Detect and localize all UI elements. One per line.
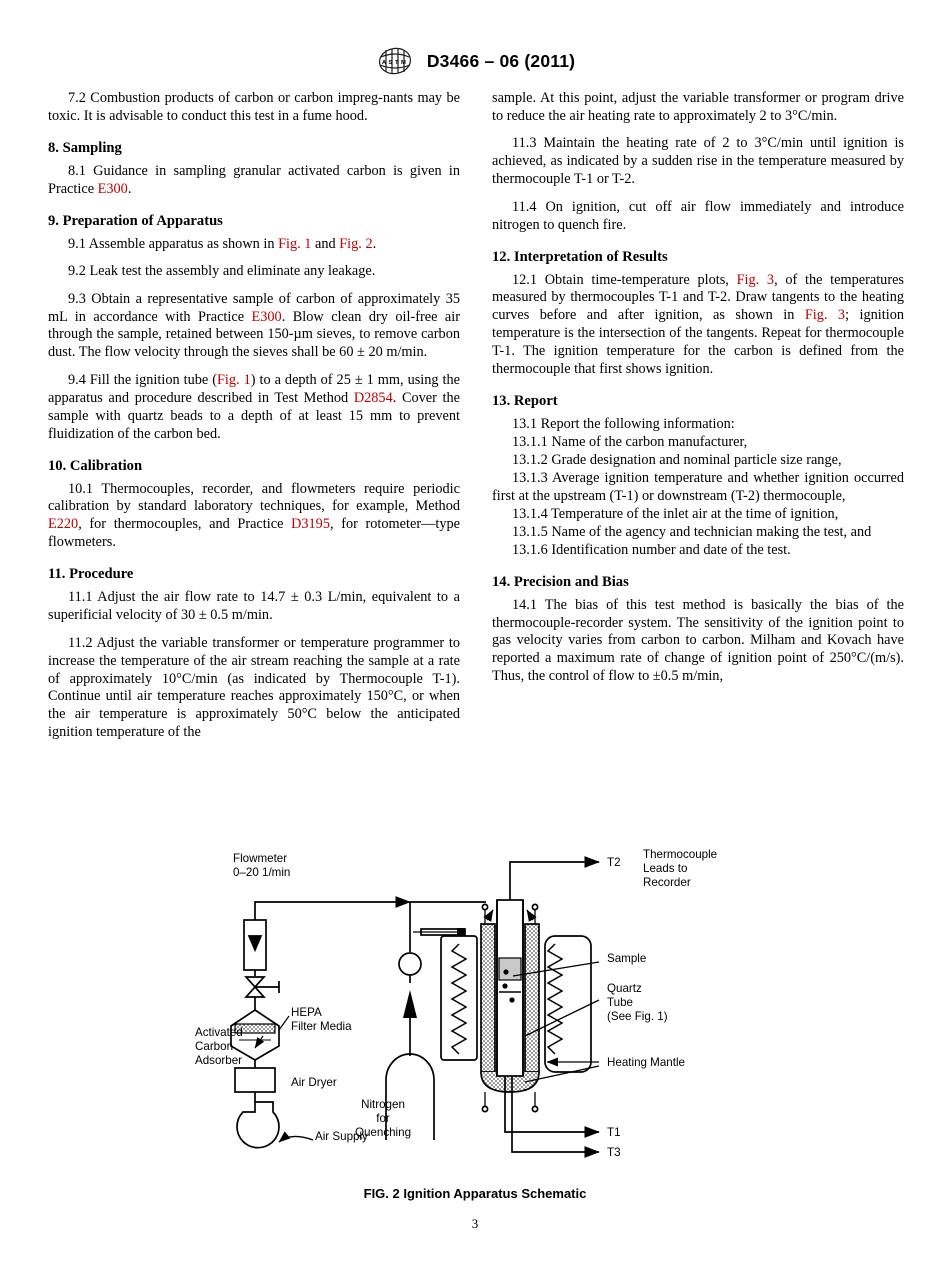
para-9-4-text: 9.4 Fill the ignition tube (	[68, 371, 217, 388]
link-d3195[interactable]: D3195	[291, 516, 330, 533]
para-13-1: 13.1 Report the following information:	[512, 416, 735, 433]
heading-11-procedure: 11. Procedure	[48, 566, 134, 583]
air-supply-leader	[279, 1136, 313, 1142]
hepa-label-line1: HEPA	[291, 1006, 322, 1019]
para-11-3: 11.3 Maintain the heating rate of 2 to 3°C/min until ignition is achieved, as indicated by a sudden rise in the temperature measured by thermocouple T-1 or T-2.	[492, 135, 904, 188]
annulus-inflow-arrow-right	[527, 910, 533, 920]
post-left-lower-knob	[482, 1106, 487, 1111]
link-d2854[interactable]: D2854	[353, 389, 393, 406]
para-10-1-mid: , for thermocouples, and Practice	[78, 516, 292, 533]
adsorber-flow-arrow	[255, 1036, 263, 1048]
recorder-label-line2: Leads to	[643, 862, 688, 875]
figure-caption: FIG. 2 Ignition Apparatus Schematic	[363, 1186, 587, 1201]
valve-top-triangle	[246, 977, 264, 987]
adsorber-label-line2: Carbon	[195, 1040, 234, 1053]
para-9-3-tail: . Blow clean dry oil-free air through the sample, retained between 150-µm sieves, to remove carbon dust. The flow velocity through the sieves shall be 60 ± 20 m/min.	[48, 308, 460, 361]
para-9-4	[48, 372, 460, 444]
page-header	[0, 46, 950, 76]
para-9-4-mid: ) to a depth of 25 ± 1 mm, using the apparatus and procedure described in Test Method	[48, 371, 460, 406]
valve-bottom-triangle	[246, 987, 264, 997]
heading-10-calibration: 10. Calibration	[48, 457, 143, 474]
para-14-1: 14.1 The bias of this test method is basically the bias of the thermocouple-recorder system. The sensitivity of the ignition point to gas velocity varies from carbon to carbon. Milham and Kovach have reported a maximum rate of change of ignition point of 250°C/(m/s). Thus, the control of flow to ±0.5 m/min,	[492, 596, 904, 685]
flowmeter-label-line1: Flowmeter	[233, 852, 288, 865]
para-9-1	[48, 236, 460, 254]
annulus-inflow-arrow-left	[487, 910, 493, 920]
preheater-coil	[452, 944, 466, 1054]
para-11-1: 11.1 Adjust the air flow rate to 14.7 ± 0.3 L/min, equivalent to a superificial velocity of 30 ± 0.5 m/min.	[48, 589, 460, 624]
heading-13-report: 13. Report	[492, 393, 558, 410]
para-7-2: 7.2 Combustion products of carbon or carbon impreg-nants may be toxic. It is advisable to conduct this test in a fume hood.	[48, 90, 460, 124]
para-13-1-5: 13.1.5 Name of the agency and technician making the test, and	[512, 523, 872, 540]
sample-bed	[499, 958, 521, 980]
flowmeter-to-header-line	[255, 902, 350, 920]
figure-2	[0, 840, 950, 1201]
para-9-4-tail: . Cover the sample with quartz beads to a depth of at least 15 mm to prevent fluidization of the carbon bed.	[48, 389, 460, 442]
heading-9-preparation: 9. Preparation of Apparatus	[48, 212, 223, 229]
thermocouple-junction-t1	[502, 983, 507, 988]
link-e300[interactable]: E300	[97, 180, 128, 197]
t3-label: T3	[607, 1146, 621, 1159]
para-12-1	[492, 272, 904, 380]
t2-lead-line	[510, 862, 599, 900]
hepa-label-line2: Filter Media	[291, 1020, 352, 1033]
mantle-wall-right	[525, 924, 539, 1072]
para-9-3	[48, 291, 460, 363]
para-13-1-6: 13.1.6 Identification number and date of the test.	[512, 541, 791, 558]
body-columns	[48, 90, 904, 742]
para-11-2: 11.2 Adjust the variable transformer or temperature programmer to increase the temperature of the air stream reaching the sample at a rate of approximately 10°C/min (as indicated by Thermocouple T-1). Continue until air temperature reaches approximately 150°C, or when the air temperature is approximately 50°C below the anticipated ignition temperature of the	[48, 634, 460, 741]
para-9-2: 9.2 Leak test the assembly and eliminate any leakage.	[68, 263, 376, 280]
air-supply-pump	[237, 1102, 279, 1148]
rotameter-float	[249, 936, 261, 950]
para-8-1	[48, 163, 460, 199]
t2-label: T2	[607, 856, 621, 869]
svg-text:A: A	[381, 60, 386, 66]
post-right-knob	[532, 904, 537, 909]
svg-text:T: T	[394, 60, 399, 66]
recorder-label-line3: Recorder	[643, 876, 691, 889]
right-column	[492, 90, 904, 742]
para-9-1-mid: and	[311, 235, 340, 252]
page-number: 3	[471, 1216, 479, 1231]
quartz-label-line2: Tube	[607, 996, 633, 1009]
mantle-wall-left	[481, 924, 495, 1072]
para-13-1-4: 13.1.4 Temperature of the inlet air at the time of ignition,	[512, 505, 839, 522]
link-fig-1[interactable]: Fig. 1	[278, 235, 312, 252]
link-fig-3[interactable]: Fig. 3	[736, 271, 775, 288]
recorder-label-line1: Thermocouple	[643, 848, 718, 861]
air-dryer-body	[235, 1068, 275, 1092]
link-e300-2[interactable]: E300	[251, 308, 282, 325]
para-8-1-tail: .	[127, 180, 132, 197]
t1-label: T1	[607, 1126, 621, 1139]
para-10-1-text: 10.1 Thermocouples, recorder, and flowmeters require periodic calibration by standard laboratory techniques, for example, Method	[48, 480, 460, 515]
para-12-1-text: 12.1 Obtain time-temperature plots,	[512, 271, 737, 288]
nitrogen-label-line3: Quenching	[354, 1126, 412, 1139]
para-13-1-3: 13.1.3 Average ignition temperature and whether ignition occurred first at the upstream (T-1) or downstream (T-2) thermocouple,	[492, 469, 904, 504]
adsorber-label-line3: Adsorber	[195, 1054, 243, 1067]
post-right-lower-knob	[532, 1106, 537, 1111]
para-10-1	[48, 481, 460, 553]
quartz-label-line1: Quartz	[607, 982, 642, 995]
inlet-connector	[457, 928, 465, 936]
flowmeter-label-line2: 0–20 1/min	[233, 866, 291, 879]
para-12-1-mid: , of the temperatures measured by thermocouples T-1 and T-2. Draw tangents to the heating curves before and after ignition, as shown in	[492, 271, 904, 324]
para-9-1-text: 9.1 Assemble apparatus as shown in	[68, 235, 279, 252]
para-8-1-text: 8.1 Guidance in sampling granular activated carbon is given in Practice	[48, 162, 460, 197]
post-left-knob	[482, 904, 487, 909]
nitrogen-flow-arrowhead	[403, 990, 417, 1018]
hepa-leader	[279, 1016, 289, 1030]
para-11-2-continued: sample. At this point, adjust the variable transformer or program drive to reduce the air heating rate to approximately 2 to 3°C/min.	[492, 90, 904, 124]
para-13-1-2: 13.1.2 Grade designation and nominal particle size range,	[512, 452, 842, 468]
link-fig-3-b[interactable]: Fig. 3	[804, 307, 846, 324]
nitrogen-label-line2: for	[376, 1112, 390, 1125]
nitrogen-valve	[399, 953, 421, 975]
sample-label: Sample	[607, 952, 647, 965]
heading-12-interpretation: 12. Interpretation of Results	[492, 248, 668, 265]
left-column	[48, 90, 460, 742]
para-9-1-tail: .	[372, 235, 377, 252]
svg-text:M: M	[400, 60, 406, 66]
heading-14-precision-bias: 14. Precision and Bias	[492, 573, 629, 590]
standard-designation: D3466 – 06 (2011)	[426, 50, 576, 71]
astm-logo	[375, 46, 415, 76]
para-9-3-text: 9.3 Obtain a representative sample of carbon of approximately 35 mL in accordance with Practice	[48, 290, 460, 325]
link-fig-2[interactable]: Fig. 2	[339, 235, 373, 252]
apparatus-schematic	[195, 840, 755, 1180]
link-fig-1-b[interactable]: Fig. 1	[216, 371, 251, 388]
heading-8-sampling: 8. Sampling	[48, 139, 122, 156]
link-e220[interactable]: E220	[48, 516, 79, 533]
heating-mantle-label: Heating Mantle	[607, 1056, 685, 1069]
air-dryer-label: Air Dryer	[291, 1076, 337, 1089]
heating-mantle-coil	[548, 944, 562, 1054]
para-13-1-1: 13.1.1 Name of the carbon manufacturer,	[512, 434, 748, 451]
air-supply-label: Air Supply	[315, 1130, 368, 1143]
adsorber-label-line1: Activated	[195, 1026, 243, 1039]
para-12-1-tail: ; ignition temperature is the intersection of the tangents. Repeat for thermocouple T-1. The ignition temperature for the carbon is defined from the thermocouple that first shows ignition.	[492, 307, 904, 378]
para-11-4: 11.4 On ignition, cut off air flow immediately and introduce nitrogen to quench fire.	[492, 198, 904, 233]
quartz-label-line3: (See Fig. 1)	[607, 1010, 668, 1023]
quartz-tube	[497, 900, 523, 1076]
para-10-1-tail: , for rotometer—type flowmeters.	[48, 516, 460, 551]
thermocouple-junction-t2	[503, 969, 508, 974]
svg-text:S: S	[388, 60, 393, 66]
thermocouple-junction-t3	[509, 997, 514, 1002]
nitrogen-label-line1: Nitrogen	[361, 1098, 405, 1111]
